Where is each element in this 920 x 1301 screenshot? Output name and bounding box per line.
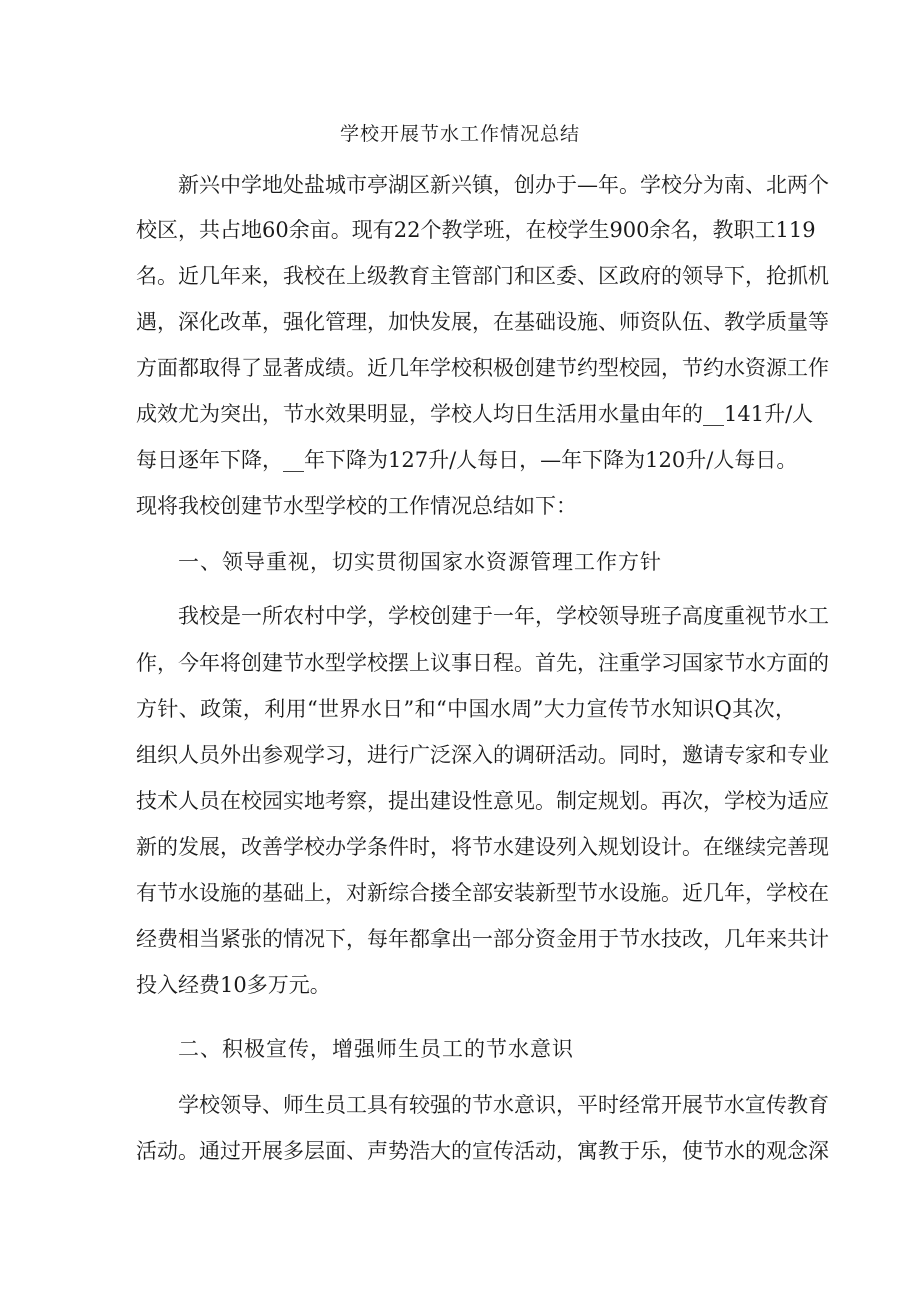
paragraph-line: 技术人员在校园实地考察，提出建设性意见。制定规划。再次，学校为适应 [136, 789, 829, 813]
paragraph-line: 方针、政策，利用“世界水日”和“中国水周”大力宣传节水知识Q其次， [136, 697, 796, 721]
paragraph-line: 活动。通过开展多层面、声势浩大的宣传活动，寓教于乐，使节水的观念深 [136, 1139, 829, 1163]
paragraph-line: 方面都取得了显著成绩。近几年学校积极创建节约型校园，节约水资源工作 [136, 356, 829, 380]
paragraph-line: 我校是一所农村中学，学校创建于一年，学校领导班子高度重视节水工 [178, 604, 829, 628]
paragraph-line: 经费相当紧张的情况下，每年都拿出一部分资金用于节水技改，几年来共计 [136, 927, 829, 951]
section-heading: 二、积极宣传，增强师生员工的节水意识 [178, 1037, 574, 1061]
paragraph-line: 作，今年将创建节水型学校摆上议事日程。首先，注重学习国家节水方面的 [136, 651, 829, 675]
paragraph-line: 新的发展，改善学校办学条件时，将节水建设列入规划设计。在继续完善现 [136, 835, 829, 859]
paragraph-line: 学校领导、师生员工具有较强的节水意识，平时经常开展节水宣传教育 [178, 1093, 829, 1117]
paragraph-line: 遇，深化改革，强化管理，加快发展，在基础设施、师资队伍、教学质量等 [136, 310, 829, 334]
paragraph-line: 有节水设施的基础上，对新综合搂全部安装新型节水设施。近几年，学校在 [136, 881, 829, 905]
paragraph-line: 现将我校创建节水型学校的工作情况总结如下： [136, 494, 577, 518]
paragraph-line: 名。近几年来，我校在上级教育主管部门和区委、区政府的领导下，抢抓机 [136, 264, 829, 288]
document-title: 学校开展节水工作情况总结 [339, 123, 580, 145]
paragraph-line: 每日逐年下降，__年下降为127升/人每日，—年下降为120升/人每日。 [136, 448, 798, 472]
paragraph-line: 新兴中学地处盐城市亭湖区新兴镇，创办于—年。学校分为南、北两个 [178, 173, 829, 197]
paragraph-line: 校区，共占地60余亩。现有22个教学班，在校学生900余名，教职工119 [136, 218, 816, 242]
paragraph-line: 投入经费10多万元。 [136, 973, 331, 997]
paragraph-line: 组织人员外出参观学习，进行广泛深入的调研活动。同时，邀请专家和专业 [136, 743, 829, 767]
section-heading: 一、领导重视，切实贯彻国家水资源管理工作方针 [178, 550, 662, 574]
paragraph-line: 成效尤为突出，节水效果明显，学校人均日生活用水量由年的__141升/人 [136, 402, 814, 426]
